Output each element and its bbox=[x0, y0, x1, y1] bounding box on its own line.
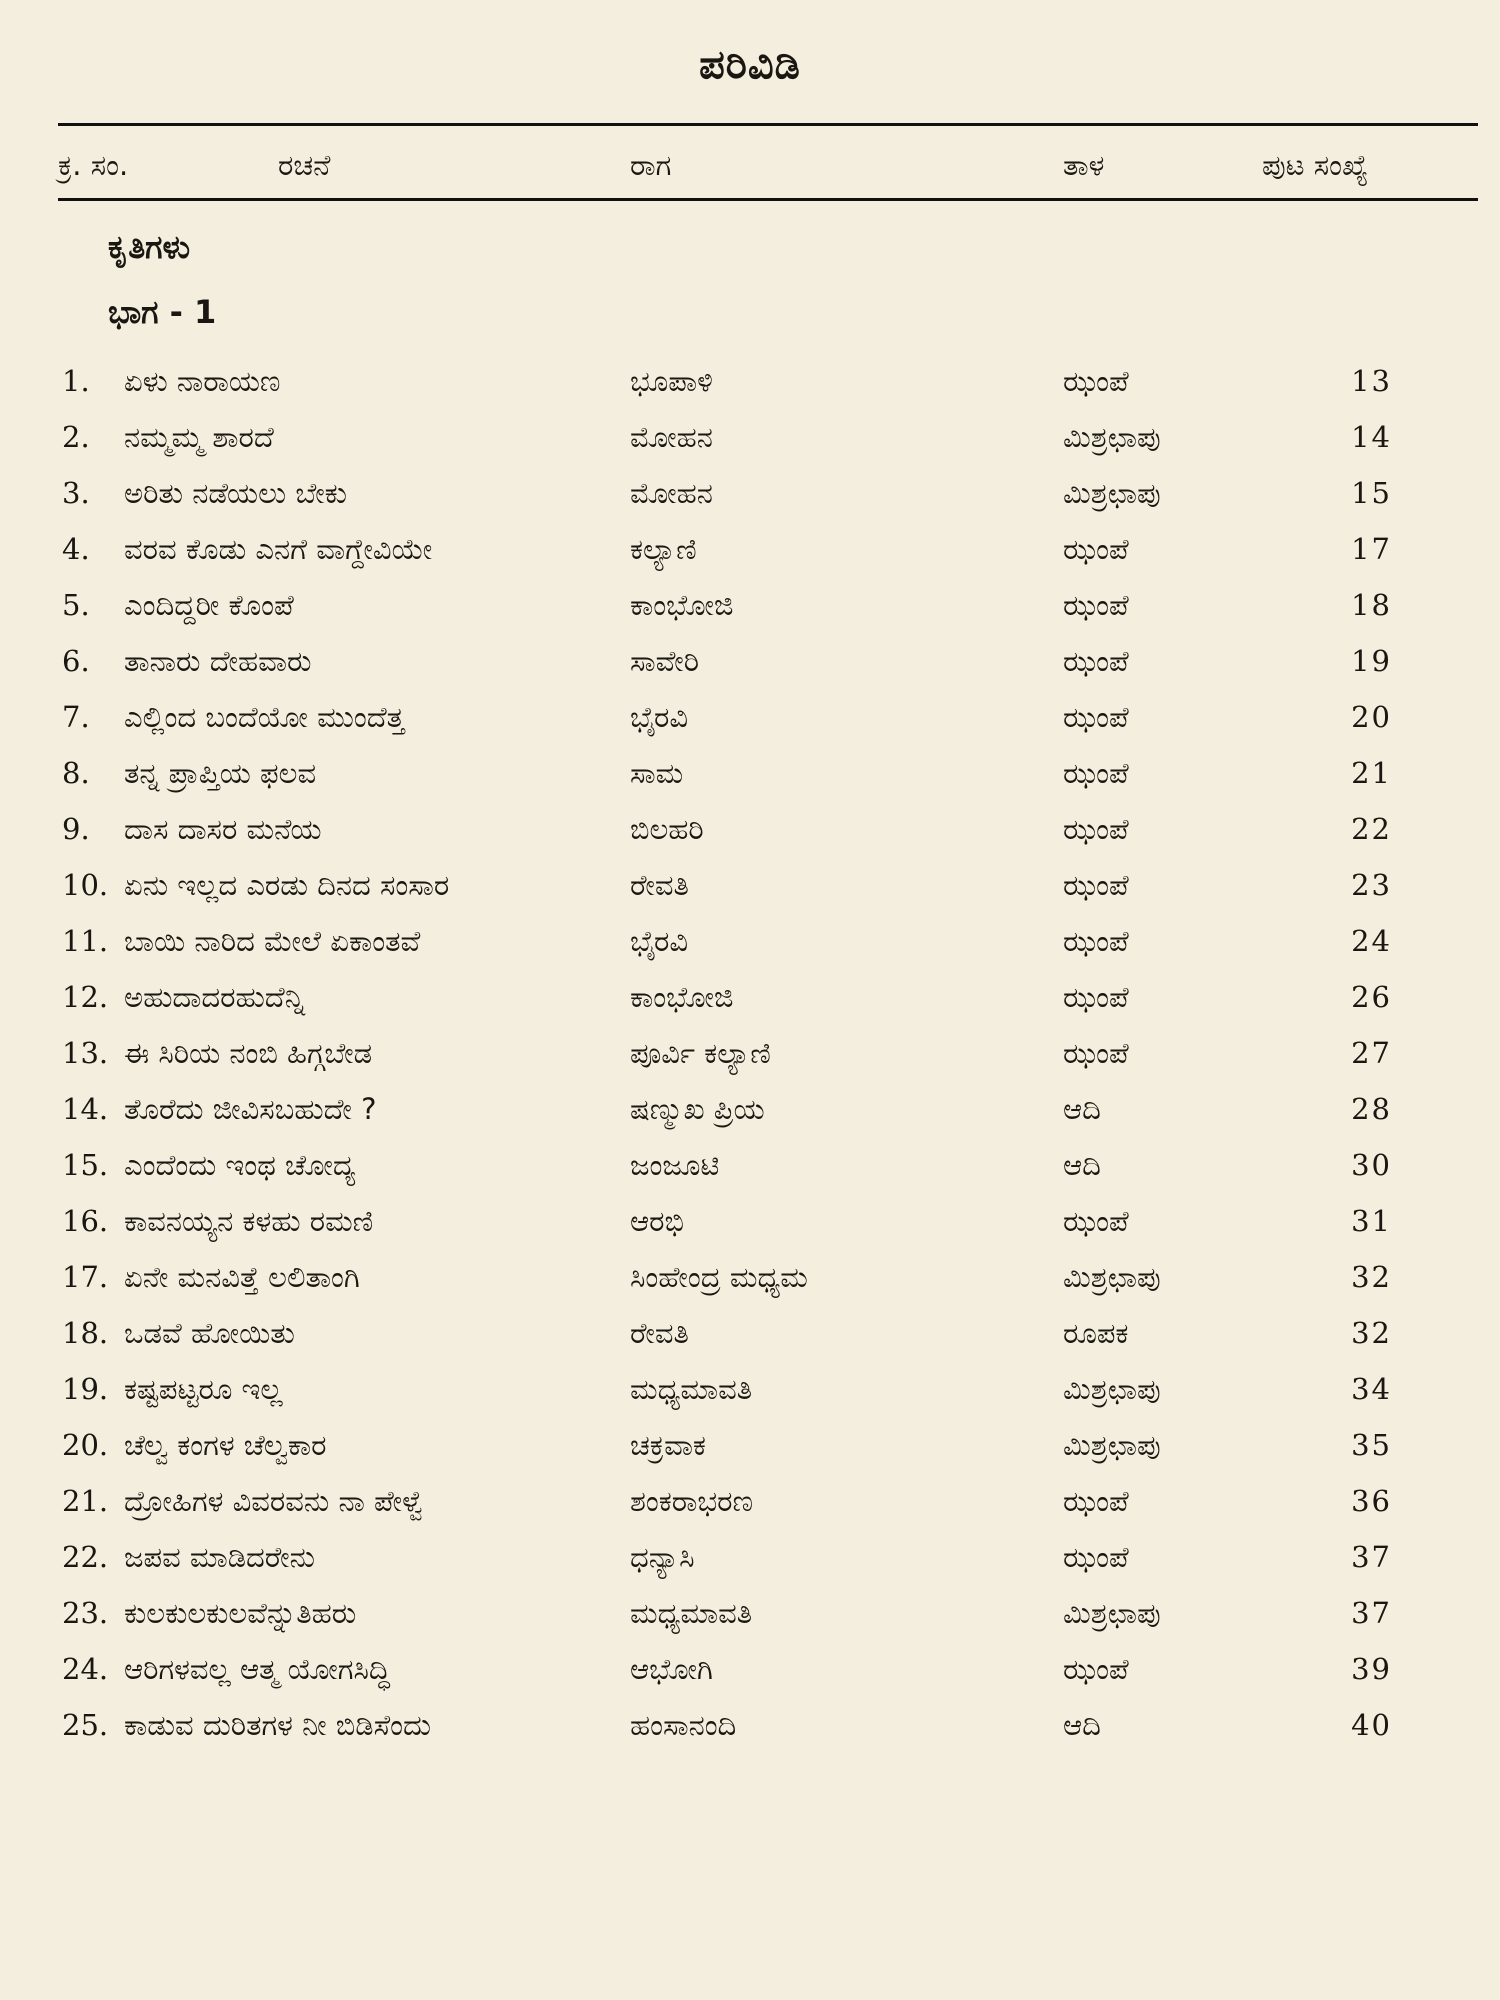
row-number: 11. bbox=[62, 924, 109, 958]
row-tala: ಝಂಪೆ bbox=[1063, 924, 1129, 958]
header-raga: ರಾಗ bbox=[630, 148, 672, 182]
table-row bbox=[0, 860, 1500, 916]
row-tala: ಝಂಪೆ bbox=[1063, 364, 1129, 398]
row-raga: ಸಾಮ bbox=[630, 756, 684, 790]
row-composition: ಬಾಯಿ ನಾರಿದ ಮೇಲೆ ಏಕಾಂತವೆ bbox=[124, 924, 421, 958]
row-raga: ಪೂರ್ವಿ ಕಲ್ಯಾಣಿ bbox=[630, 1036, 771, 1070]
row-tala: ಮಿಶ್ರಛಾಪು bbox=[1063, 1428, 1161, 1462]
row-composition: ತನ್ನ ಪ್ರಾಪ್ತಿಯ ಫಲವ bbox=[124, 756, 317, 790]
row-raga: ಭೈರವಿ bbox=[630, 700, 689, 734]
table-row bbox=[0, 748, 1500, 804]
row-page: 34 bbox=[1351, 1372, 1392, 1406]
row-page: 32 bbox=[1351, 1260, 1392, 1294]
row-raga: ಕಾಂಭೋಜಿ bbox=[630, 980, 734, 1014]
table-row bbox=[0, 524, 1500, 580]
row-raga: ಮೋಹನ bbox=[630, 420, 713, 454]
row-raga: ಸಿಂಹೇಂದ್ರ ಮಧ್ಯಮ bbox=[630, 1260, 808, 1294]
row-number: 19. bbox=[62, 1372, 109, 1406]
row-composition: ಎಂದೆಂದು ಇಂಥ ಚೋದ್ಯ bbox=[124, 1148, 356, 1182]
row-tala: ಝಂಪೆ bbox=[1063, 980, 1129, 1014]
row-page: 30 bbox=[1351, 1148, 1392, 1182]
table-row bbox=[0, 1196, 1500, 1252]
row-composition: ಆರಿಗಳವಲ್ಲ ಆತ್ಮ ಯೋಗಸಿದ್ಧಿ bbox=[124, 1652, 390, 1686]
row-tala: ಝಂಪೆ bbox=[1063, 868, 1129, 902]
row-raga: ಕಾಂಭೋಜಿ bbox=[630, 588, 734, 622]
row-number: 18. bbox=[62, 1316, 109, 1350]
row-composition: ದಾಸ ದಾಸರ ಮನೆಯ bbox=[124, 812, 322, 846]
row-page: 14 bbox=[1351, 420, 1392, 454]
table-row bbox=[0, 1364, 1500, 1420]
row-raga: ಕಲ್ಯಾಣಿ bbox=[630, 532, 697, 566]
header-composition: ರಚನೆ bbox=[278, 148, 331, 182]
table-row bbox=[0, 1308, 1500, 1364]
row-tala: ಝಂಪೆ bbox=[1063, 700, 1129, 734]
row-page: 31 bbox=[1351, 1204, 1392, 1238]
row-page: 37 bbox=[1351, 1540, 1392, 1574]
row-page: 28 bbox=[1351, 1092, 1392, 1126]
top-rule bbox=[58, 123, 1478, 126]
row-number: 6. bbox=[62, 644, 90, 678]
row-composition: ಏನು ಇಲ್ಲದ ಎರಡು ದಿನದ ಸಂಸಾರ bbox=[124, 868, 450, 902]
row-raga: ಸಾವೇರಿ bbox=[630, 644, 700, 678]
row-raga: ರೇವತಿ bbox=[630, 868, 689, 902]
row-composition: ಜಪವ ಮಾಡಿದರೇನು bbox=[124, 1540, 315, 1574]
row-tala: ಆದಿ bbox=[1063, 1708, 1101, 1742]
row-tala: ಮಿಶ್ರಛಾಪು bbox=[1063, 476, 1161, 510]
row-composition: ಏನೇ ಮನವಿತ್ತೆ ಲಲಿತಾಂಗಿ bbox=[124, 1260, 360, 1294]
row-tala: ಝಂಪೆ bbox=[1063, 588, 1129, 622]
row-number: 22. bbox=[62, 1540, 109, 1574]
page-title: ಪರಿವಿಡಿ bbox=[699, 42, 801, 88]
row-page: 20 bbox=[1351, 700, 1392, 734]
row-composition: ತೊರೆದು ಜೀವಿಸಬಹುದೇ ? bbox=[124, 1092, 377, 1126]
row-number: 7. bbox=[62, 700, 90, 734]
row-number: 13. bbox=[62, 1036, 109, 1070]
row-composition: ನಮ್ಮಮ್ಮ ಶಾರದೆ bbox=[124, 420, 274, 454]
row-page: 17 bbox=[1351, 532, 1392, 566]
row-page: 35 bbox=[1351, 1428, 1392, 1462]
row-page: 32 bbox=[1351, 1316, 1392, 1350]
row-tala: ಝಂಪೆ bbox=[1063, 1036, 1129, 1070]
row-page: 37 bbox=[1351, 1596, 1392, 1630]
row-number: 15. bbox=[62, 1148, 109, 1182]
row-composition: ಕಷ್ಟಪಟ್ಟರೂ ಇಲ್ಲ bbox=[124, 1372, 283, 1406]
header-bottom-rule bbox=[58, 198, 1478, 201]
table-row bbox=[0, 1028, 1500, 1084]
row-raga: ಧನ್ಯಾಸಿ bbox=[630, 1540, 695, 1574]
row-composition: ಕಾವನಯ್ಯನ ಕಳಹು ರಮಣಿ bbox=[124, 1204, 374, 1238]
row-composition: ಎಲ್ಲಿಂದ ಬಂದೆಯೋ ಮುಂದೆತ್ತ bbox=[124, 700, 405, 734]
row-number: 20. bbox=[62, 1428, 109, 1462]
row-composition: ದ್ರೋಹಿಗಳ ವಿವರವನು ನಾ ಪೇಳ್ವೆ bbox=[124, 1484, 425, 1518]
header-page: ಪುಟ ಸಂಖ್ಯೆ bbox=[1262, 148, 1369, 182]
row-tala: ಝಂಪೆ bbox=[1063, 812, 1129, 846]
row-number: 4. bbox=[62, 532, 90, 566]
row-page: 24 bbox=[1351, 924, 1392, 958]
row-tala: ಮಿಶ್ರಛಾಪು bbox=[1063, 1260, 1161, 1294]
row-page: 23 bbox=[1351, 868, 1392, 902]
table-row bbox=[0, 972, 1500, 1028]
row-raga: ಜಂಜೂಟಿ bbox=[630, 1148, 720, 1182]
row-raga: ಶಂಕರಾಭರಣ bbox=[630, 1484, 754, 1518]
table-row bbox=[0, 1532, 1500, 1588]
row-number: 2. bbox=[62, 420, 90, 454]
section-heading: ಕೃತಿಗಳು bbox=[108, 228, 191, 266]
row-tala: ಝಂಪೆ bbox=[1063, 644, 1129, 678]
row-number: 25. bbox=[62, 1708, 109, 1742]
row-raga: ಆರಭಿ bbox=[630, 1204, 684, 1238]
row-page: 19 bbox=[1351, 644, 1392, 678]
row-tala: ಆದಿ bbox=[1063, 1148, 1101, 1182]
header-tala: ತಾಳ bbox=[1063, 148, 1105, 182]
row-number: 10. bbox=[62, 868, 109, 902]
table-row bbox=[0, 1140, 1500, 1196]
row-raga: ಬಿಲಹರಿ bbox=[630, 812, 704, 846]
header-number: ಕ್ರ. ಸಂ. bbox=[58, 148, 129, 182]
table-row bbox=[0, 1252, 1500, 1308]
row-composition: ಅಹುದಾದರಹುದೆನ್ನಿ bbox=[124, 980, 305, 1014]
row-tala: ಝಂಪೆ bbox=[1063, 1204, 1129, 1238]
row-page: 13 bbox=[1351, 364, 1392, 398]
row-composition: ಕಾಡುವ ದುರಿತಗಳ ನೀ ಬಿಡಿಸೆಂದು bbox=[124, 1708, 431, 1742]
row-composition: ಏಳು ನಾರಾಯಣ bbox=[124, 364, 281, 398]
row-tala: ಝಂಪೆ bbox=[1063, 1540, 1129, 1574]
row-tala: ಮಿಶ್ರಛಾಪು bbox=[1063, 1372, 1161, 1406]
part-heading: ಭಾಗ - 1 bbox=[108, 293, 217, 331]
row-tala: ಆದಿ bbox=[1063, 1092, 1101, 1126]
row-page: 27 bbox=[1351, 1036, 1392, 1070]
row-page: 40 bbox=[1351, 1708, 1392, 1742]
row-page: 21 bbox=[1351, 756, 1392, 790]
row-composition: ಒಡವೆ ಹೋಯಿತು bbox=[124, 1316, 295, 1350]
row-page: 18 bbox=[1351, 588, 1392, 622]
row-tala: ಝಂಪೆ bbox=[1063, 532, 1129, 566]
table-row bbox=[0, 1588, 1500, 1644]
row-raga: ಭೂಪಾಳಿ bbox=[630, 364, 713, 398]
row-tala: ರೂಪಕ bbox=[1063, 1316, 1129, 1350]
row-number: 8. bbox=[62, 756, 90, 790]
table-row bbox=[0, 412, 1500, 468]
table-row bbox=[0, 1644, 1500, 1700]
row-number: 1. bbox=[62, 364, 90, 398]
row-raga: ಮಧ್ಯಮಾವತಿ bbox=[630, 1372, 753, 1406]
row-tala: ಝಂಪೆ bbox=[1063, 1652, 1129, 1686]
row-number: 21. bbox=[62, 1484, 109, 1518]
row-number: 17. bbox=[62, 1260, 109, 1294]
row-composition: ಅರಿತು ನಡೆಯಲು ಬೇಕು bbox=[124, 476, 347, 510]
row-number: 23. bbox=[62, 1596, 109, 1630]
table-row bbox=[0, 1420, 1500, 1476]
row-raga: ರೇವತಿ bbox=[630, 1316, 689, 1350]
table-row bbox=[0, 468, 1500, 524]
row-composition: ಚೆಲ್ವ ಕಂಗಳ ಚೆಲ್ವಕಾರ bbox=[124, 1428, 327, 1462]
row-tala: ಮಿಶ್ರಛಾಪು bbox=[1063, 1596, 1161, 1630]
table-row bbox=[0, 1084, 1500, 1140]
table-row bbox=[0, 916, 1500, 972]
row-tala: ಝಂಪೆ bbox=[1063, 1484, 1129, 1518]
row-raga: ಮೋಹನ bbox=[630, 476, 713, 510]
contents-table bbox=[0, 356, 1500, 1756]
row-composition: ತಾನಾರು ದೇಹವಾರು bbox=[124, 644, 312, 678]
row-page: 15 bbox=[1351, 476, 1392, 510]
row-raga: ಮಧ್ಯಮಾವತಿ bbox=[630, 1596, 753, 1630]
row-page: 22 bbox=[1351, 812, 1392, 846]
row-tala: ಝಂಪೆ bbox=[1063, 756, 1129, 790]
row-page: 39 bbox=[1351, 1652, 1392, 1686]
row-number: 3. bbox=[62, 476, 90, 510]
row-raga: ಭೈರವಿ bbox=[630, 924, 689, 958]
row-number: 16. bbox=[62, 1204, 109, 1238]
row-composition: ಈ ಸಿರಿಯ ನಂಬಿ ಹಿಗ್ಗಬೇಡ bbox=[124, 1036, 373, 1070]
row-tala: ಮಿಶ್ರಛಾಪು bbox=[1063, 420, 1161, 454]
table-row bbox=[0, 636, 1500, 692]
table-row bbox=[0, 804, 1500, 860]
table-row bbox=[0, 1700, 1500, 1756]
row-number: 5. bbox=[62, 588, 90, 622]
row-page: 36 bbox=[1351, 1484, 1392, 1518]
row-raga: ಆಭೋಗಿ bbox=[630, 1652, 713, 1686]
row-raga: ಚಕ್ರವಾಕ bbox=[630, 1428, 706, 1462]
row-number: 24. bbox=[62, 1652, 109, 1686]
row-page: 26 bbox=[1351, 980, 1392, 1014]
row-composition: ಎಂದಿದ್ದರೀ ಕೊಂಪೆ bbox=[124, 588, 294, 622]
row-raga: ಹಂಸಾನಂದಿ bbox=[630, 1708, 737, 1742]
table-row bbox=[0, 692, 1500, 748]
row-composition: ಕುಲಕುಲಕುಲವೆನ್ನುತಿಹರು bbox=[124, 1596, 357, 1630]
table-row bbox=[0, 356, 1500, 412]
table-row bbox=[0, 1476, 1500, 1532]
row-number: 14. bbox=[62, 1092, 109, 1126]
row-raga: ಷಣ್ಮುಖ ಪ್ರಿಯ bbox=[630, 1092, 765, 1126]
row-number: 9. bbox=[62, 812, 90, 846]
row-number: 12. bbox=[62, 980, 109, 1014]
table-row bbox=[0, 580, 1500, 636]
row-composition: ವರವ ಕೊಡು ಎನಗೆ ವಾಗ್ದೇವಿಯೇ bbox=[124, 532, 433, 566]
